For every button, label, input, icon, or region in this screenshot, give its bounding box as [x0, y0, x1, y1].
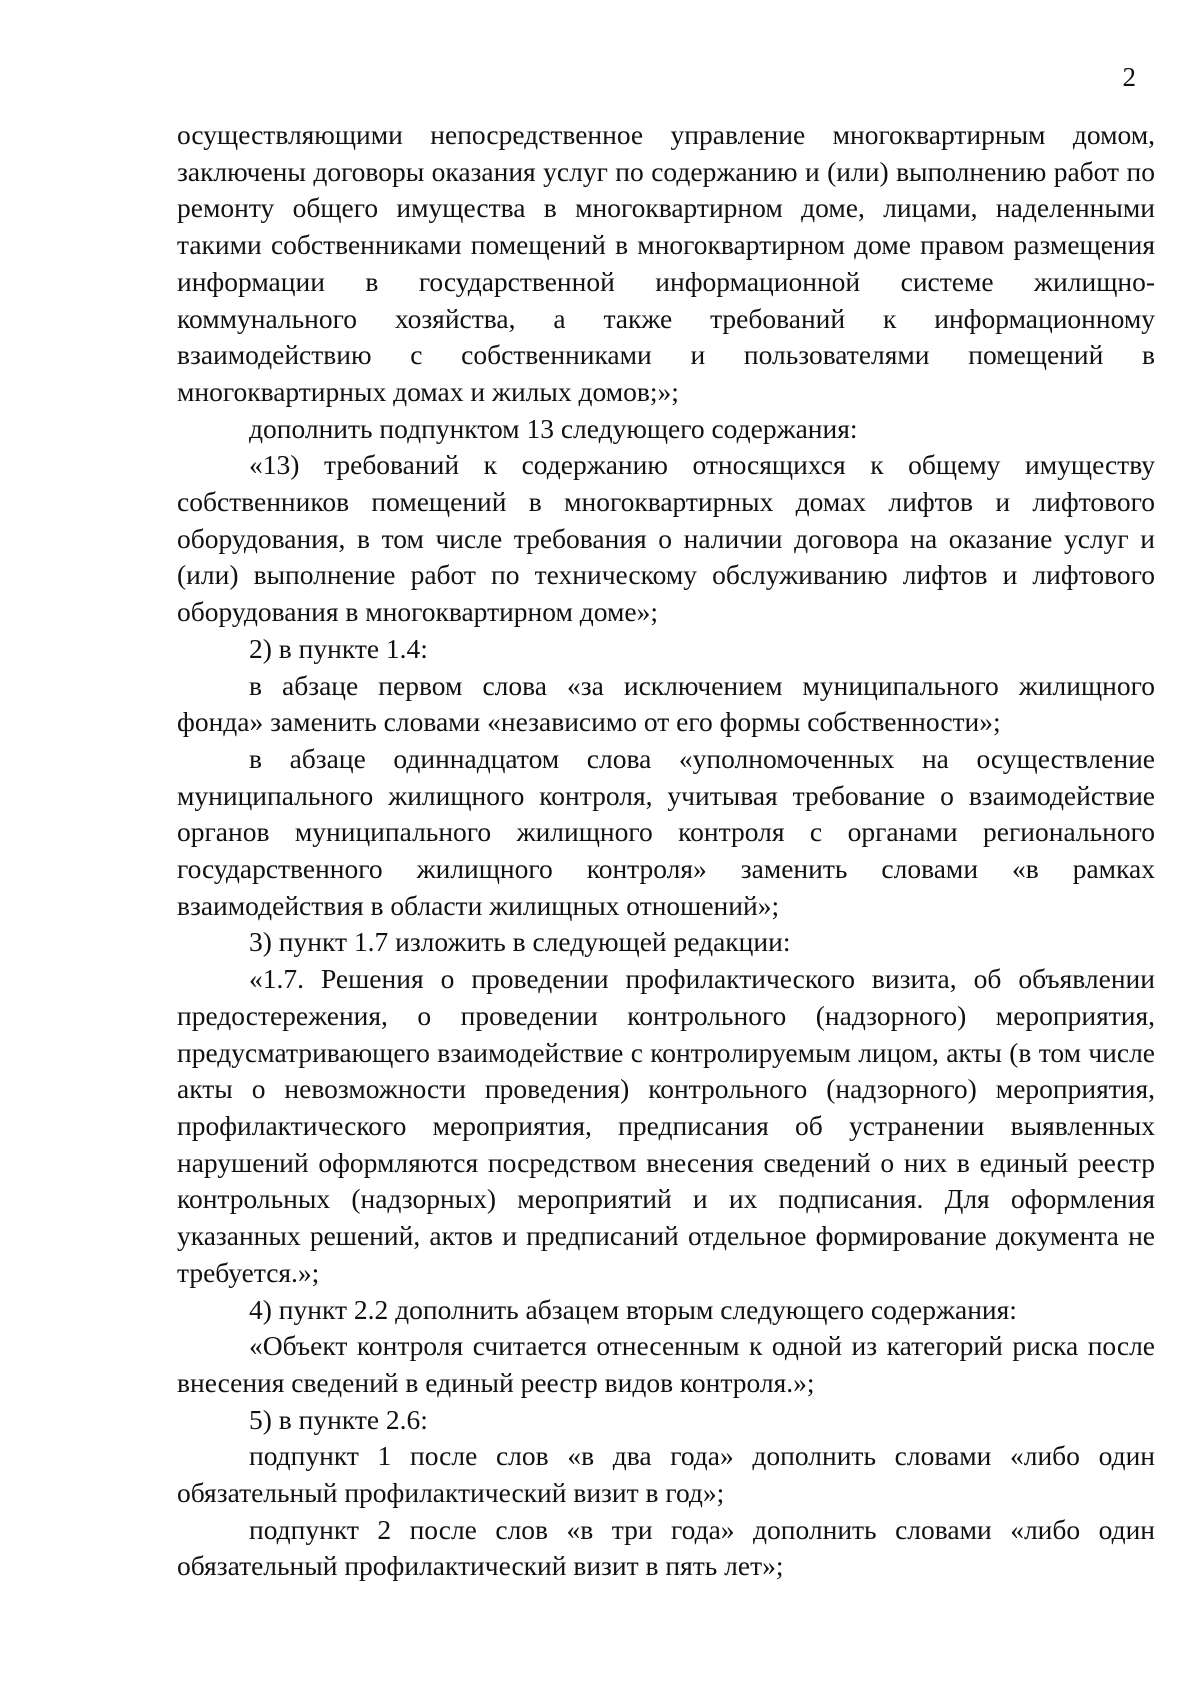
paragraph-clause-1-7-text: «1.7. Решения о проведении профилактического визита, об объявлении предостережения, о проведении контрольного (надзорного) мероприятия, предусматривающего взаимодействие с контролируемым лицом, акты (в том числе акты о невозможности проведения) контрольного (надзорного) мероприятия, профилактического мероприятия, предписания об устранении выявленных нарушений оформляются посредством внесения сведений о них в единый реестр контрольных (надзорных) мероприятий и их подписания. Для оформления указанных решений, актов и предписаний отдельное формирование документа не требуется.»;	[177, 963, 1155, 1288]
document-body	[177, 117, 1155, 1585]
paragraph-continuation: осуществляющими непосредственное управление многоквартирным домом, заключены договоры оказания услуг по содержанию и (или) выполнению работ по ремонту общего имущества в многоквартирном доме, лицами, наделенными такими собственниками помещений в многоквартирном доме правом размещения информации в государственной информационной системе жилищно-коммунального хозяйства, а также требований к информационному взаимодействию с собственниками и пользователями помещений в многоквартирных домах и жилых домов;»;	[177, 119, 1155, 407]
paragraph-eleventh-abzac-change: в абзаце одиннадцатом слова «уполномоченных на осуществление муниципального жилищного контроля, учитывая требование о взаимодействие органов муниципального жилищного контроля с органами регионального государственного жилищного контроля» заменить словами «в рамках взаимодействия в области жилищных отношений»;	[177, 742, 1155, 921]
paragraph-subitem-13-text: «13) требований к содержанию относящихся к общему имуществу собственников помещений в многоквартирных домах лифтов и лифтового оборудования, в том числе требования о наличии договора на оказание услуг и (или) выполнение работ по техническому обслуживанию лифтов и лифтового оборудования в многоквартирном доме»;	[177, 449, 1155, 628]
paragraph-subitem-2-change: подпункт 2 после слов «в три года» дополнить словами «либо один обязательный профилактический визит в пять лет»;	[177, 1513, 1155, 1582]
paragraph-add-subitem-13: дополнить подпунктом 13 следующего содержания:	[249, 412, 858, 444]
page-number: 2	[1122, 62, 1136, 92]
paragraph-item-3-heading: 3) пункт 1.7 изложить в следующей редакции:	[249, 926, 791, 958]
paragraph-subitem-1-change: подпункт 1 после слов «в два года» дополнить словами «либо один обязательный профилактический визит в год»;	[177, 1440, 1155, 1509]
paragraph-risk-category-text: «Объект контроля считается отнесенным к одной из категорий риска после внесения сведений в единый реестр видов контроля.»;	[177, 1330, 1155, 1398]
paragraph-first-abzac-change: в абзаце первом слова «за исключением муниципального жилищного фонда» заменить словами «независимо от его формы собственности»;	[177, 669, 1155, 738]
paragraph-item-5-heading: 5) в пункте 2.6:	[249, 1403, 428, 1435]
paragraph-item-2-heading: 2) в пункте 1.4:	[249, 632, 428, 664]
paragraph-item-4-heading: 4) пункт 2.2 дополнить абзацем вторым следующего содержания:	[249, 1293, 1017, 1325]
